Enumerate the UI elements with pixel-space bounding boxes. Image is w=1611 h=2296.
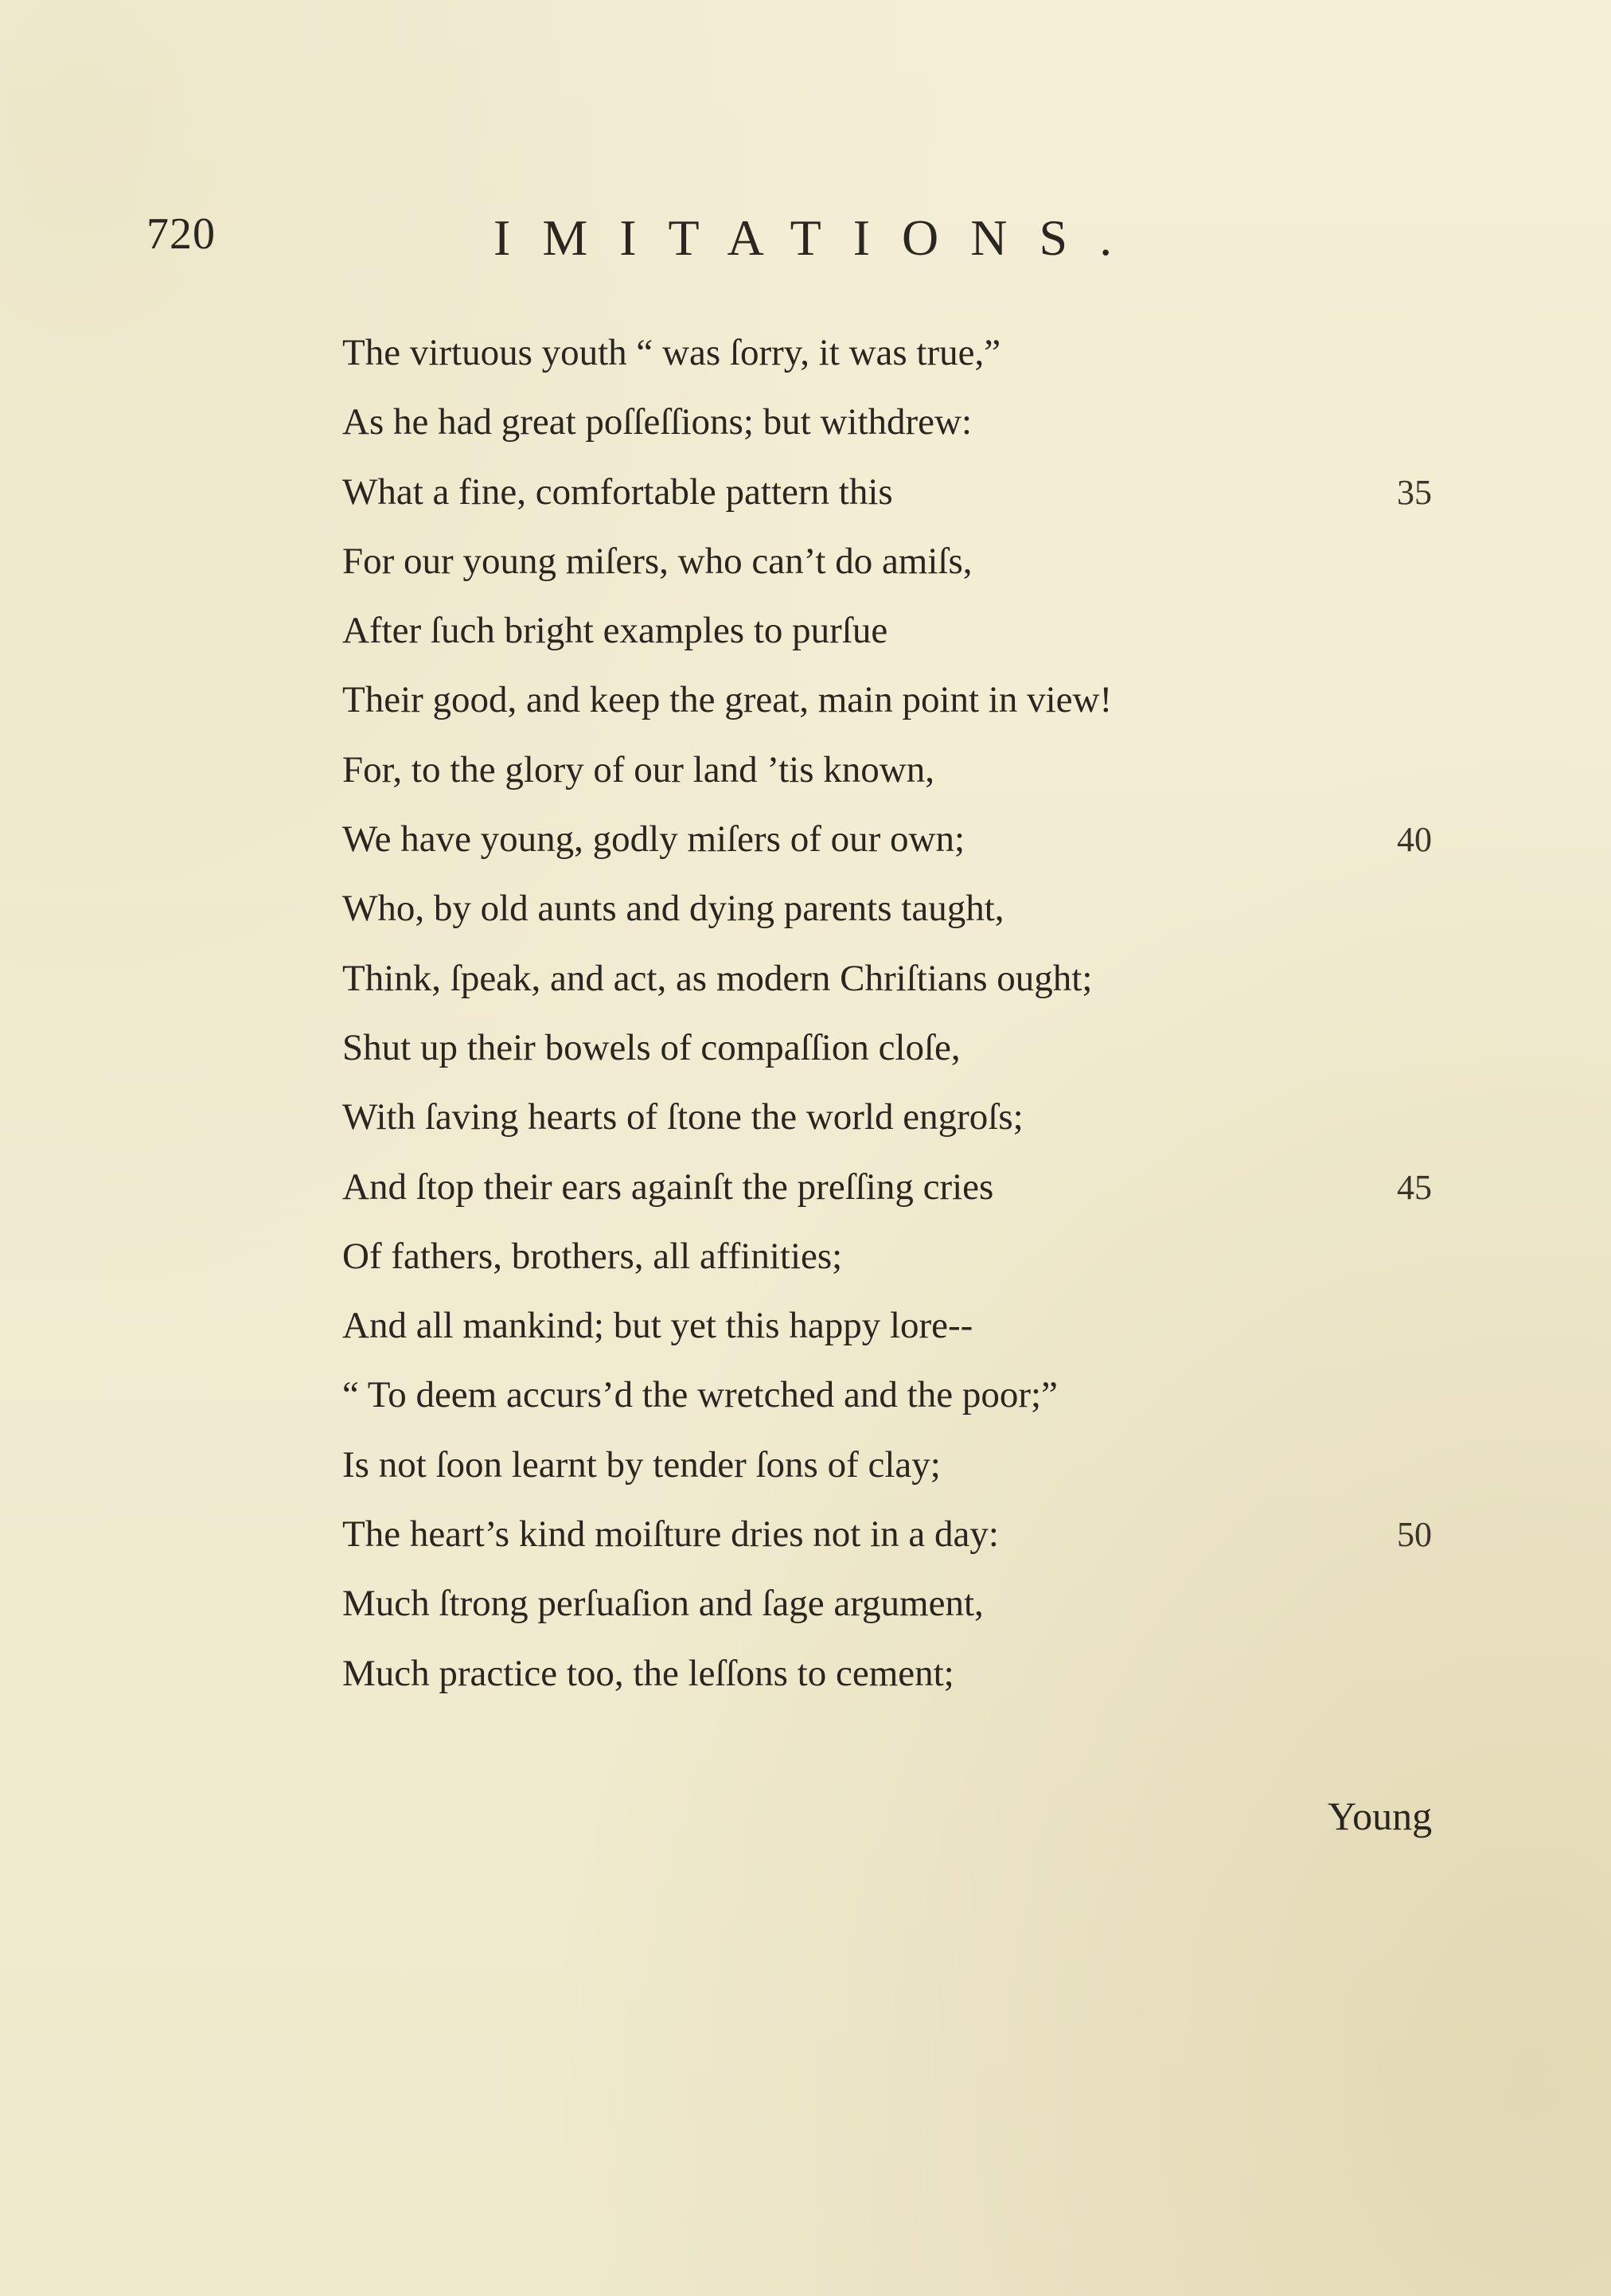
- poem-line-text: Much practice too, the leſſons to cement;: [342, 1652, 954, 1694]
- poem-line-text: Think, ſpeak, and act, as modern Chriſtians ought;: [342, 957, 1093, 999]
- poem-line: [342, 1153, 1504, 1222]
- poem-line: [342, 736, 1504, 805]
- poem-line: [342, 388, 1504, 457]
- poem-line-text: We have young, godly miſers of our own;: [342, 818, 965, 861]
- poem-line: [342, 805, 1504, 874]
- poem-line-text: “ To deem accurs’d the wretched and the poor;”: [342, 1374, 1058, 1416]
- poem-line: [342, 1291, 1504, 1361]
- poem-line: [342, 318, 1504, 388]
- poem-line-text: Who, by old aunts and dying parents taught,: [342, 888, 1004, 930]
- poem-line: [342, 1013, 1504, 1083]
- page-header: [0, 209, 1611, 272]
- poem-line: [342, 1639, 1504, 1708]
- poem-line-text: For, to the glory of our land ’tis known,: [342, 748, 934, 791]
- line-number: 50: [1397, 1515, 1432, 1555]
- poem-line: [342, 1222, 1504, 1291]
- running-title: IMITATIONS.: [493, 209, 1145, 266]
- catchword: Young: [1328, 1794, 1433, 1838]
- poem-line: [342, 1569, 1504, 1638]
- line-number: 45: [1397, 1167, 1432, 1207]
- line-number: 40: [1397, 820, 1432, 860]
- poem-line: [342, 527, 1504, 596]
- poem-line-text: Is not ſoon learnt by tender ſons of clay;: [342, 1443, 941, 1486]
- poem-line: [342, 596, 1504, 666]
- poem-line: [342, 944, 1504, 1013]
- page-number: 720: [146, 209, 216, 259]
- poem-line-text: And all mankind; but yet this happy lore--: [342, 1305, 973, 1347]
- poem-line-text: Of fathers, brothers, all affinities;: [342, 1235, 843, 1277]
- poem-line: [342, 1431, 1504, 1500]
- poem-text: [342, 318, 1504, 1708]
- poem-line-text: What a fine, comfortable pattern this: [342, 471, 893, 513]
- poem-line-text: And ſtop their ears againſt the preſſing cries: [342, 1166, 994, 1208]
- poem-line-text: Their good, and keep the great, main point in view!: [342, 679, 1113, 721]
- poem-line: [342, 666, 1504, 735]
- poem-line: [342, 874, 1504, 943]
- line-number: 35: [1397, 472, 1432, 512]
- poem-line-text: The heart’s kind moiſture dries not in a day:: [342, 1513, 999, 1556]
- poem-line-text: After ſuch bright examples to purſue: [342, 610, 888, 652]
- poem-line-text: With ſaving hearts of ſtone the world engroſs;: [342, 1096, 1024, 1138]
- poem-line: [342, 1500, 1504, 1569]
- poem-line-text: As he had great poſſeſſions; but withdrew:: [342, 401, 973, 443]
- poem-line-text: The virtuous youth “ was ſorry, it was true,”: [342, 332, 1001, 373]
- poem-line: [342, 458, 1504, 527]
- poem-line-text: Much ſtrong perſuaſion and ſage argument,: [342, 1583, 984, 1625]
- poem-line-text: For our young miſers, who can’t do amiſs,: [342, 540, 973, 582]
- poem-line: [342, 1083, 1504, 1152]
- poem-line-text: Shut up their bowels of compaſſion cloſe,: [342, 1026, 961, 1068]
- poem-line: [342, 1361, 1504, 1430]
